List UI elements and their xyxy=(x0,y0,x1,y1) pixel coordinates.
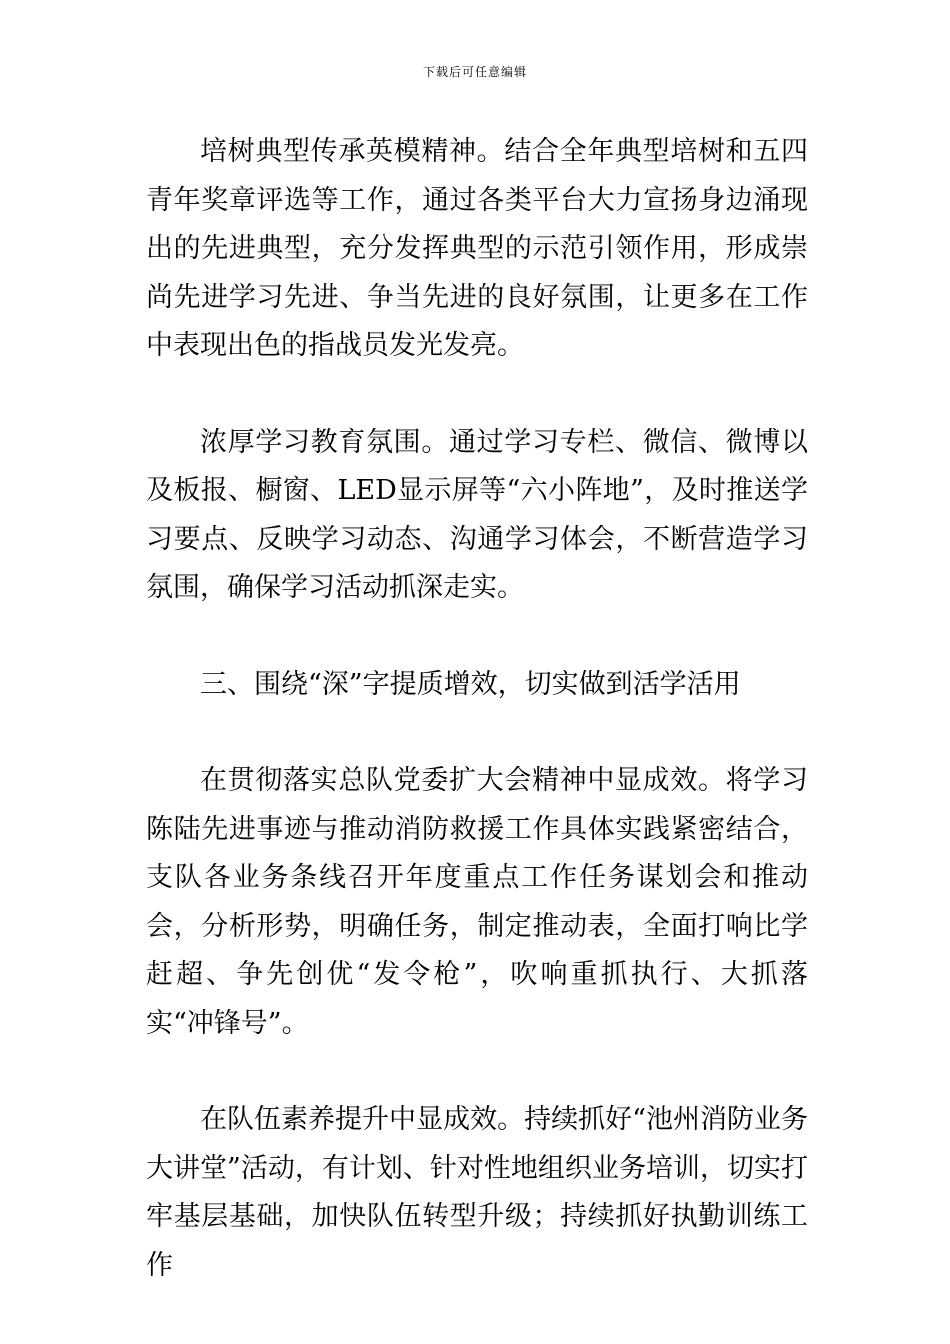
page-header-note: 下载后可任意编辑 xyxy=(422,65,527,79)
paragraph-learning-atmosphere: 浓厚学习教育氛围。通过学习专栏、微信、微博以及板报、橱窗、LED显示屏等“六小阵地”，及时推送学习要点、反映学习动态、沟通学习体会，不断营造学习氛围，确保学习活动抓深走实。 xyxy=(146,426,808,603)
paragraph-typical-models: 培树典型传承英模精神。结合全年典型培树和五四青年奖章评选等工作，通过各类平台大力宣扬身边涌现出的先进典型，充分发挥典型的示范引领作用，形成崇尚先进学习先进、争当先进的良好氛围，让更多在工作中表现出色的指战员发光发亮。 xyxy=(146,136,808,361)
paragraph-team-quality: 在队伍素养提升中显成效。持续抓好“池州消防业务大讲堂”活动，有计划、针对性地组织业务培训，切实打牢基层基础，加快队伍转型升级；持续抓好执勤训练工作 xyxy=(146,1104,808,1281)
paragraph-implementation-results: 在贯彻落实总队党委扩大会精神中显成效。将学习陈陆先进事迹与推动消防救援工作具体实践紧密结合，支队各业务条线召开年度重点工作任务谋划会和推动会，分析形势，明确任务，制定推动表，全面打响比学赶超、争先创优“发令枪”，吹响重抓执行、大抓落实“冲锋号”。 xyxy=(146,765,808,1039)
document-body xyxy=(146,128,808,1290)
section-heading-three: 三、围绕“深”字提质增效，切实做到活学活用 xyxy=(200,668,741,700)
